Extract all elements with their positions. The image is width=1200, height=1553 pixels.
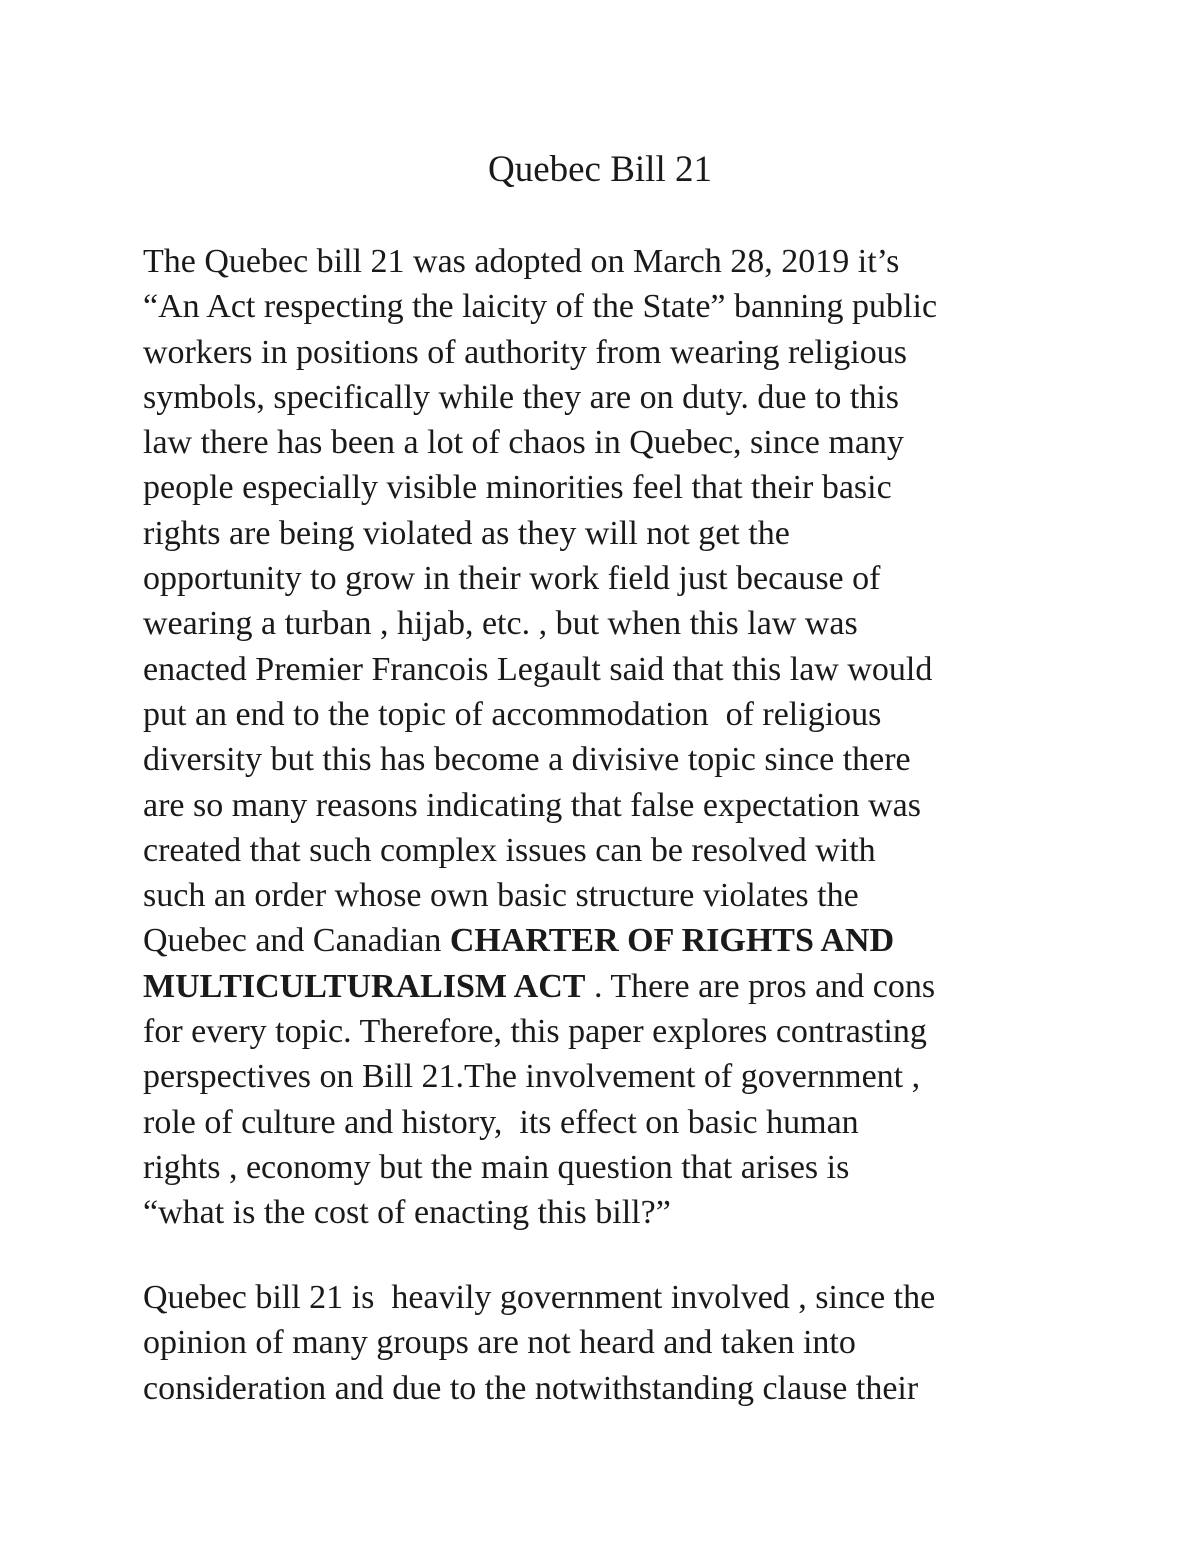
text-line: for every topic. Therefore, this paper explores contrasting <box>143 1013 927 1051</box>
text-line: law there has been a lot of chaos in Quebec, since many <box>143 424 904 462</box>
text-line <box>143 918 1103 963</box>
text-line: rights are being violated as they will not get the <box>143 514 790 552</box>
text-line: symbols, specifically while they are on duty. due to this <box>143 378 900 416</box>
text-line: people especially visible minorities feel that their basic <box>143 469 892 507</box>
text-line: opportunity to grow in their work field just because of <box>143 560 881 598</box>
text-line <box>143 964 1103 1009</box>
text-line: such an order whose own basic structure violates the <box>143 877 859 915</box>
text-line: rights , economy but the main question that arises is <box>143 1148 850 1186</box>
text-line: enacted Premier Francois Legault said that this law would <box>143 650 933 688</box>
act-title-bold: MULTICULTURALISM ACT <box>143 967 586 1005</box>
paragraph-intro <box>143 239 1103 1236</box>
text-line: “An Act respecting the laicity of the State” banning public <box>143 288 938 326</box>
text-line: are so many reasons indicating that false expectation was <box>143 786 921 824</box>
document-title: Quebec Bill 21 <box>487 149 712 190</box>
text-line: perspectives on Bill 21.The involvement of government , <box>143 1058 921 1096</box>
paragraph-government-involvement <box>143 1275 1103 1411</box>
text-line: created that such complex issues can be resolved with <box>143 831 876 869</box>
text-line: wearing a turban , hijab, etc. , but when this law was <box>143 605 858 643</box>
text-line: The Quebec bill 21 was adopted on March 28, 2019 it’s <box>143 243 900 280</box>
text-line: Quebec bill 21 is heavily government involved , since the <box>143 1279 936 1316</box>
text-line: “what is the cost of enacting this bill?” <box>143 1194 671 1232</box>
charter-title-bold: CHARTER OF RIGHTS AND <box>449 922 895 960</box>
text-line: diversity but this has become a divisive topic since there <box>143 741 911 779</box>
text-line: role of culture and history, its effect on basic human <box>143 1103 859 1141</box>
text-run: Quebec and Canadian <box>143 922 450 960</box>
text-line: consideration and due to the notwithstanding clause their <box>143 1369 919 1407</box>
text-line: opinion of many groups are not heard and taken into <box>143 1324 856 1362</box>
text-line: put an end to the topic of accommodation of religious <box>143 695 882 733</box>
text-run: . There are pros and cons <box>585 967 936 1005</box>
text-line: workers in positions of authority from wearing religious <box>143 333 907 371</box>
